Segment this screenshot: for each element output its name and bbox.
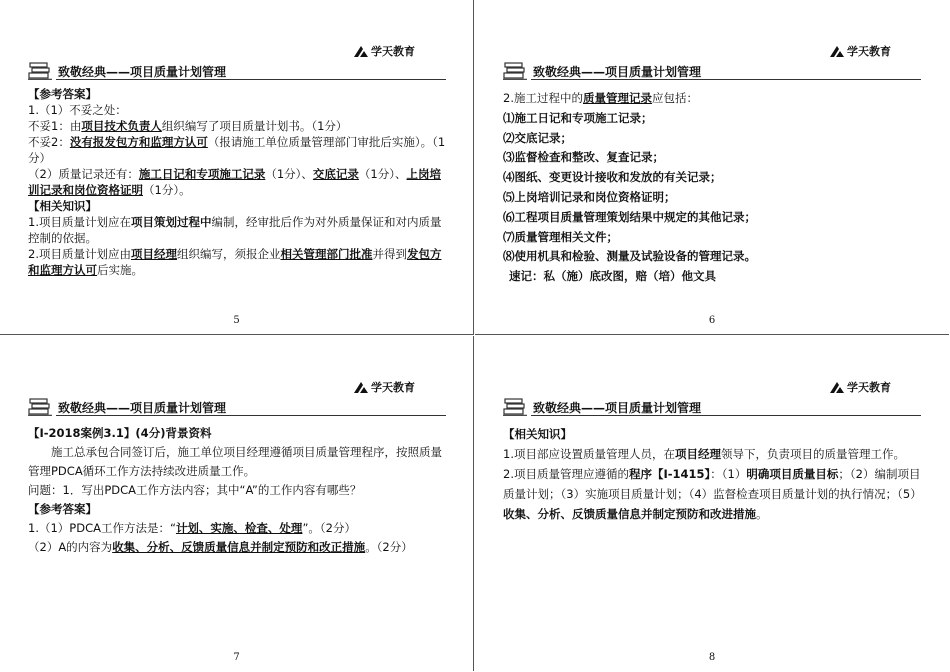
knowledge-1	[28, 214, 446, 246]
slide-content	[503, 89, 921, 287]
case-question: 问题：1．写出PDCA工作方法内容；其中“A”的工作内容有哪些？	[28, 483, 362, 497]
key-term: 项目策划过程中	[130, 215, 212, 229]
answer-2	[28, 166, 446, 198]
key-term: 发包方和监理方认可	[28, 247, 442, 277]
key-term: 明确项目质量目标	[746, 467, 839, 481]
key-term: 收集、分析、反馈质量信息并制定预防和改正措施	[112, 540, 366, 554]
knowledge-2	[28, 246, 446, 278]
key-term: 相关管理部门批准	[280, 247, 373, 261]
header-divider	[531, 415, 921, 416]
brand-logo	[354, 43, 415, 59]
header-title: 致敬经典——项目质量计划管理	[533, 65, 702, 79]
text-run: 不妥1：由	[28, 119, 82, 133]
related-knowledge-heading: 【相关知识】	[503, 427, 572, 441]
record-item: ⑴施工日记和专项施工记录；	[503, 110, 653, 125]
key-term: 交底记录	[312, 167, 359, 181]
answer-improper-1	[28, 118, 446, 134]
text-run: 领导下，负责项目的质量管理工作。	[720, 447, 905, 461]
slide-content	[28, 424, 446, 557]
header-divider	[56, 79, 446, 80]
reference-answer-heading: 【参考答案】	[28, 87, 97, 101]
knowledge-2	[503, 464, 921, 524]
slide-content	[503, 424, 921, 524]
text-run: ；（2）编制项目质量计划；（3）实施项目质量计划；（4）监督检查项目质量计划的执行情况；（5）	[503, 467, 922, 501]
slide-header	[503, 60, 921, 82]
slide-page-5	[0, 0, 474, 335]
record-item: ⑶监督检查和整改、复查记录；	[503, 150, 664, 165]
text-run: 编制，经审批后作为对外质量保证和对内质量控制的依据。	[28, 215, 442, 245]
record-item: ⑹工程项目质量管理策划结果中规定的其他记录；	[503, 209, 756, 224]
brand-name: 学天教育	[371, 381, 415, 394]
text-run: 1.项目质量计划应在	[28, 215, 131, 229]
header-title: 致敬经典——项目质量计划管理	[58, 401, 227, 415]
header-divider	[56, 415, 446, 416]
reference-answer-heading: 【参考答案】	[28, 502, 97, 516]
brand-logo	[354, 379, 415, 395]
text-run: （2）A的内容为	[28, 540, 113, 554]
header-divider	[531, 79, 921, 80]
text-run: 组织编写了项目质量计划书。（1分）	[161, 119, 348, 133]
record-item: ⑵交底记录；	[503, 130, 572, 145]
text-run: （1分）、	[358, 167, 407, 181]
text-run: 1.项目部应设置质量管理人员，在	[503, 447, 675, 461]
text-run: ：（1）	[710, 467, 747, 481]
header-title: 致敬经典——项目质量计划管理	[533, 401, 702, 415]
brand-arrow-icon	[354, 46, 368, 57]
page-number: 5	[233, 315, 240, 326]
key-term: 项目经理	[674, 447, 721, 461]
case-title: 【Ⅰ-2018案例3.1】(4分)背景资料	[28, 426, 212, 440]
page-number: 6	[708, 315, 716, 326]
text-run: （1分）。	[143, 183, 191, 197]
text-run: 2.项目质量计划应由	[28, 247, 131, 261]
answer-1-intro: 1.（1）不妥之处：	[28, 103, 127, 117]
answer-improper-2	[28, 134, 446, 166]
text-run: （报请施工单位质量管理部门审批后实施）。（1分）	[28, 135, 446, 165]
key-term: 上岗培训记录和岗位资格证明	[28, 167, 441, 197]
text-run: 2.项目质量管理应遵循的	[503, 467, 629, 481]
brand-logo	[830, 379, 891, 395]
text-run: 不妥2：	[28, 135, 70, 149]
key-term: 程序【Ⅰ-1415】	[628, 467, 711, 481]
record-item: ⑻使用机具和检验、测量及试验设备的管理记录。	[503, 249, 756, 264]
text-run: 。（2分）	[365, 540, 413, 554]
slide-header	[28, 396, 446, 418]
related-knowledge-heading: 【相关知识】	[28, 199, 97, 213]
memo-line: 速记：私（施）底改图，赔（培）他文具	[509, 269, 716, 284]
slide-header	[28, 60, 446, 82]
text-run: 后实施。	[97, 263, 143, 277]
record-item: ⑺质量管理相关文件；	[503, 229, 618, 244]
books-icon	[503, 60, 527, 80]
text-run: 。	[756, 507, 768, 521]
key-term: 收集、分析、反馈质量信息并制定预防和改进措施	[503, 507, 756, 521]
books-icon	[28, 60, 52, 80]
case-background: 施工总承包合同签订后，施工单位项目经理遵循项目质量管理程序，按照质量管理PDCA循环工作方法持续改进质量工作。	[28, 445, 442, 478]
record-item: ⑷图纸、变更设计接收和发放的有关记录；	[503, 170, 722, 185]
key-term: 计划、实施、检查、处理	[175, 521, 303, 535]
key-term: 项目技术负责人	[81, 119, 162, 133]
key-term: 没有报发包方和监理方认可	[69, 135, 208, 149]
brand-arrow-icon	[830, 382, 844, 393]
record-item: ⑸上岗培训记录和岗位资格证明；	[503, 189, 676, 204]
header-title: 致敬经典——项目质量计划管理	[58, 65, 227, 79]
text-run: 并得到	[372, 247, 407, 261]
brand-name: 学天教育	[847, 45, 891, 58]
text-run: 组织编写，须报企业	[176, 247, 281, 261]
brand-arrow-icon	[354, 382, 368, 393]
text-run: ”。（2分）	[302, 521, 356, 535]
answer-2	[28, 538, 446, 557]
books-icon	[28, 396, 52, 416]
text-run: 应包括：	[651, 91, 698, 105]
books-icon	[503, 396, 527, 416]
text-run: 2.施工过程中的	[503, 91, 583, 105]
brand-name: 学天教育	[371, 45, 415, 58]
brand-arrow-icon	[830, 46, 844, 57]
page-number: 7	[233, 652, 240, 663]
key-term: 施工日记和专项施工记录	[138, 167, 266, 181]
slide-header	[503, 396, 921, 418]
knowledge-1	[503, 444, 921, 464]
brand-logo	[830, 43, 891, 59]
text-run: 1.（1）PDCA工作方法是：“	[28, 521, 176, 535]
slide-content	[28, 86, 446, 278]
slide-page-7	[0, 336, 474, 671]
answer-1	[28, 519, 446, 538]
slide-page-6	[475, 0, 949, 335]
text-run: （2）质量记录还有：	[28, 167, 139, 181]
slide-page-8	[475, 336, 949, 671]
text-run: （1分）、	[265, 167, 313, 181]
key-term: 项目经理	[130, 247, 177, 261]
brand-name: 学天教育	[847, 381, 891, 394]
key-term: 质量管理记录	[582, 91, 652, 105]
records-intro	[503, 89, 921, 109]
page-number: 8	[708, 652, 716, 663]
